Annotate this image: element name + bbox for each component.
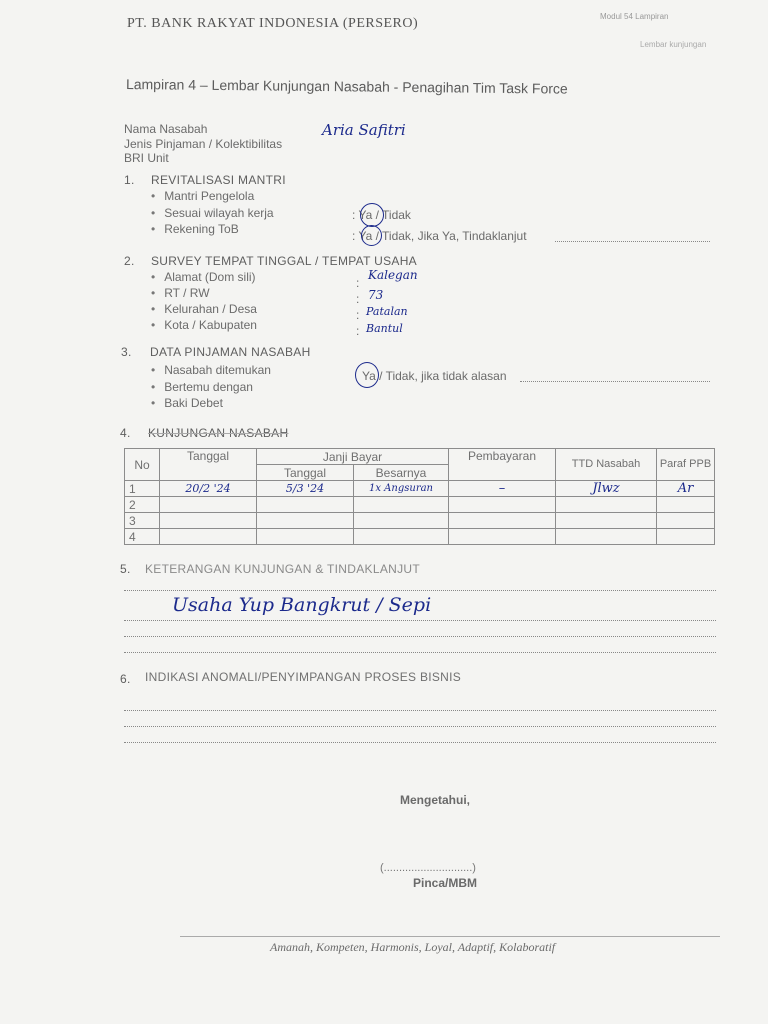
s5-note: Usaha Yup Bangkrut / Sepi [172, 594, 432, 616]
s5-dotline-4 [124, 652, 716, 653]
circle-ya-1 [360, 203, 384, 227]
sign-placeholder: (.............................) [380, 862, 476, 874]
section3-num: 3. [121, 345, 132, 359]
section4-title: KUNJUNGAN NASABAH [148, 426, 289, 440]
s3-item-3: • Baki Debet [151, 396, 223, 410]
row1-pembayaran: – [449, 481, 556, 497]
circle-ya-2 [361, 225, 382, 246]
section3-title: DATA PINJAMAN NASABAH [150, 345, 311, 359]
sign-role: Pinca/MBM [413, 876, 478, 890]
section5-title: KETERANGAN KUNJUNGAN & TINDAKLANJUT [145, 562, 420, 576]
th-paraf: Paraf PPB [657, 449, 715, 481]
s1-dotline [555, 241, 710, 242]
row4-no: 4 [125, 529, 160, 545]
s3-item-2: • Bertemu dengan [151, 380, 253, 394]
page-title: Lampiran 4 – Lembar Kunjungan Nasabah - Penagihan Tim Task Force [125, 76, 568, 97]
s1-options-2: : Ya / Tidak [352, 208, 411, 222]
s2-item-1: • Alamat (Dom sili) [151, 270, 256, 284]
s6-dotline-2 [124, 726, 716, 727]
s2-item-2: • RT / RW [151, 286, 210, 300]
table-row [125, 481, 715, 497]
th-janji-bayar: Janji Bayar [257, 449, 449, 465]
section1-num: 1. [124, 173, 135, 187]
s2-item-3: • Kelurahan / Desa [151, 302, 257, 316]
s1-options-3: : Ya / Tidak, Jika Ya, Tindaklanjut [352, 229, 527, 243]
th-jb-besarnya: Besarnya [354, 465, 449, 481]
s2-item-4: • Kota / Kabupaten [151, 318, 257, 332]
row1-besarnya: 1x Angsuran [354, 481, 449, 497]
s2-colon-1: : [356, 276, 360, 290]
row1-tanggal: 20/2 '24 [160, 481, 257, 497]
s1-item-1: • Mantri Pengelola [151, 189, 254, 203]
footer-rule [180, 936, 720, 937]
footer-motto: Amanah, Kompeten, Harmonis, Loyal, Adaptif, Kolaboratif [270, 940, 556, 954]
s2-value-4: Bantul [366, 322, 403, 335]
row1-jb-tanggal: 5/3 '24 [257, 481, 354, 497]
nama-value: Aria Safitri [322, 121, 406, 139]
s2-value-3: Patalan [366, 305, 408, 318]
row1-ttd-signature: Jlwz [556, 481, 657, 497]
section6-num: 6. [120, 672, 131, 686]
ref-sub: Lembar kunjungan [640, 40, 707, 49]
jenis-label: Jenis Pinjaman / Kolektibilitas [124, 137, 283, 151]
s3-item-1: • Nasabah ditemukan [151, 363, 271, 377]
row3-no: 3 [125, 513, 160, 529]
mengetahui-label: Mengetahui, [400, 793, 471, 807]
row1-paraf-signature: Ar [657, 481, 715, 497]
company-name: PT. BANK RAKYAT INDONESIA (PERSERO) [127, 16, 419, 31]
s1-item-2: • Sesuai wilayah kerja [151, 206, 274, 220]
s1-item-3: • Rekening ToB [151, 222, 239, 236]
th-tanggal: Tanggal [160, 449, 257, 481]
section6-title: INDIKASI ANOMALI/PENYIMPANGAN PROSES BISNIS [145, 670, 462, 684]
row1-no: 1 [125, 481, 160, 497]
s2-value-2: 73 [368, 288, 384, 302]
section1-title: REVITALISASI MANTRI [151, 173, 286, 187]
section5-num: 5. [120, 562, 131, 576]
s5-dotline-2 [124, 620, 716, 621]
s2-colon-4: : [356, 324, 360, 338]
s3-options-1: Ya / Tidak, jika tidak alasan [362, 369, 507, 383]
section4-num: 4. [120, 426, 131, 440]
table-row [125, 513, 715, 529]
th-no: No [125, 449, 160, 481]
s6-dotline-3 [124, 742, 716, 743]
row2-no: 2 [125, 497, 160, 513]
th-jb-tanggal: Tanggal [257, 465, 354, 481]
s3-dotline [520, 381, 710, 382]
kunjungan-table [124, 448, 715, 545]
s2-colon-2: : [356, 292, 360, 306]
nama-label: Nama Nasabah [124, 122, 208, 136]
ref-top: Modul 54 Lampiran [600, 12, 669, 21]
circle-ya-3 [355, 362, 379, 388]
th-pembayaran: Pembayaran [449, 449, 556, 481]
s6-dotline-1 [124, 710, 716, 711]
s2-value-1: Kalegan [368, 268, 418, 282]
th-ttd: TTD Nasabah [556, 449, 657, 481]
table-row [125, 497, 715, 513]
s2-colon-3: : [356, 308, 360, 322]
section2-num: 2. [124, 254, 135, 268]
section2-title: SURVEY TEMPAT TINGGAL / TEMPAT USAHA [151, 254, 417, 268]
s5-dotline-3 [124, 636, 716, 637]
table-row [125, 529, 715, 545]
s5-dotline-1 [124, 590, 716, 591]
unit-label: BRI Unit [124, 151, 169, 165]
